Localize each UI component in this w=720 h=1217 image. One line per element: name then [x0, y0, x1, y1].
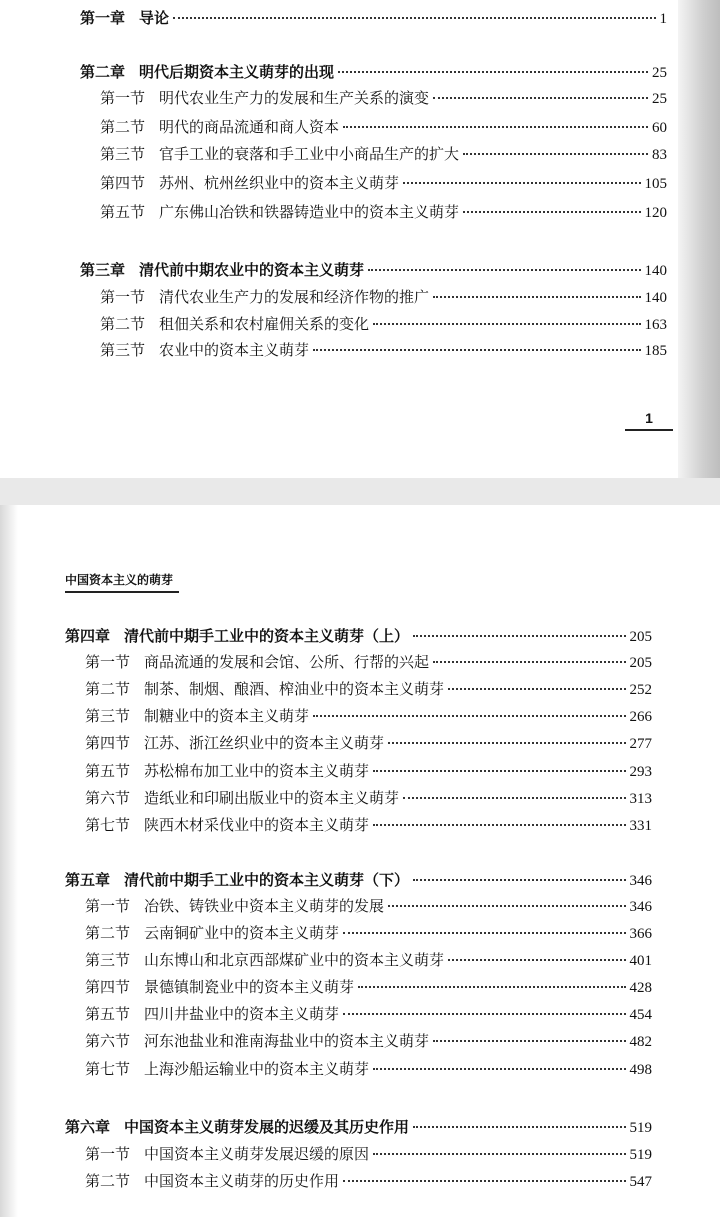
entry-title: 明代农业生产力的发展和生产关系的演变: [159, 89, 430, 107]
dot-leader: [413, 635, 625, 637]
entry-page-number: 331: [629, 818, 652, 834]
toc-chapter-entry: [65, 1117, 652, 1138]
entry-label: 第四章: [65, 627, 111, 645]
dot-leader: [433, 661, 625, 663]
dot-leader: [373, 824, 625, 826]
entry-page-number: 482: [629, 1034, 652, 1050]
entry-page-number: 401: [629, 953, 652, 969]
dot-leader: [173, 17, 655, 19]
toc-section-entry: [85, 896, 652, 917]
dot-leader: [413, 879, 625, 881]
entry-title: 制糖业中的资本主义萌芽: [144, 707, 310, 725]
toc-section-entry: [100, 202, 667, 223]
entry-title: 清代前中期手工业中的资本主义萌芽（上）: [124, 627, 410, 645]
toc-section-entry: [100, 314, 667, 335]
entry-title: 山东博山和北京西部煤矿业中的资本主义萌芽: [144, 951, 445, 969]
toc-section-entry: [85, 1059, 652, 1080]
entry-label: 第五章: [65, 871, 111, 889]
dot-leader: [343, 1013, 625, 1015]
entry-page-number: 185: [644, 343, 667, 359]
entry-label: 第三节: [100, 341, 146, 359]
entry-title: 广东佛山冶铁和铁器铸造业中的资本主义萌芽: [159, 203, 460, 221]
toc-page-2: [0, 505, 720, 1217]
toc-section-entry: [85, 950, 652, 971]
entry-page-number: 205: [629, 629, 652, 645]
toc-section-entry: [85, 1031, 652, 1052]
entry-title: 河东池盐业和淮南海盐业中的资本主义萌芽: [144, 1032, 430, 1050]
entry-label: 第二节: [100, 315, 146, 333]
entry-title: 景德镇制瓷业中的资本主义萌芽: [144, 978, 355, 996]
dot-leader: [343, 126, 648, 128]
entry-page-number: 313: [629, 791, 652, 807]
dot-leader: [343, 1180, 625, 1182]
entry-page-number: 25: [652, 65, 667, 81]
dot-leader: [448, 688, 625, 690]
toc-chapter-entry: [80, 260, 667, 281]
toc-section-entry: [85, 761, 652, 782]
dot-leader: [433, 97, 648, 99]
entry-page-number: 547: [629, 1174, 652, 1190]
entry-title: 明代的商品流通和商人资本: [159, 118, 340, 136]
entry-page-number: 428: [629, 980, 652, 996]
toc-section-entry: [85, 977, 652, 998]
dot-leader: [388, 905, 625, 907]
toc-chapter-entry: [80, 62, 667, 83]
entry-label: 第三节: [85, 951, 131, 969]
toc-chapter-entry: [80, 8, 667, 29]
page-number: 1: [625, 410, 673, 431]
entry-page-number: 140: [644, 290, 667, 306]
toc-section-entry: [85, 679, 652, 700]
entry-label: 第二节: [85, 1172, 131, 1190]
dot-leader: [403, 182, 640, 184]
entry-label: 第四节: [85, 734, 131, 752]
entry-title: 导论: [139, 9, 170, 27]
toc-section-entry: [100, 340, 667, 361]
entry-title: 官手工业的衰落和手工业中小商品生产的扩大: [159, 145, 460, 163]
dot-leader: [343, 932, 625, 934]
entry-label: 第三章: [80, 261, 126, 279]
dot-leader: [338, 71, 648, 73]
entry-label: 第五节: [85, 762, 131, 780]
toc-section-entry: [85, 706, 652, 727]
dot-leader: [463, 211, 640, 213]
dot-leader: [373, 1068, 625, 1070]
entry-page-number: 120: [644, 205, 667, 221]
entry-page-number: 105: [644, 176, 667, 192]
toc-section-entry: [85, 1171, 652, 1192]
entry-label: 第四节: [85, 978, 131, 996]
toc-section-entry: [85, 1004, 652, 1025]
entry-page-number: 60: [652, 120, 667, 136]
running-head: 中国资本主义的萌芽: [65, 571, 179, 593]
entry-page-number: 25: [652, 91, 667, 107]
entry-title: 清代农业生产力的发展和经济作物的推广: [159, 288, 430, 306]
entry-title: 中国资本主义萌芽的历史作用: [144, 1172, 340, 1190]
entry-label: 第一节: [85, 897, 131, 915]
entry-label: 第四节: [100, 174, 146, 192]
entry-page-number: 252: [629, 682, 652, 698]
toc-section-entry: [100, 287, 667, 308]
toc-section-entry: [85, 788, 652, 809]
entry-label: 第六章: [65, 1118, 111, 1136]
entry-label: 第二节: [85, 924, 131, 942]
dot-leader: [373, 1153, 625, 1155]
entry-label: 第一节: [85, 1145, 131, 1163]
page-edge-shadow: [0, 505, 18, 1217]
dot-leader: [463, 153, 648, 155]
toc-section-entry: [85, 1144, 652, 1165]
dot-leader: [413, 1126, 625, 1128]
entry-page-number: 366: [629, 926, 652, 942]
entry-label: 第一节: [85, 653, 131, 671]
entry-title: 苏松棉布加工业中的资本主义萌芽: [144, 762, 370, 780]
dot-leader: [388, 742, 625, 744]
page-edge-shadow: [678, 0, 720, 478]
entry-label: 第三节: [85, 707, 131, 725]
entry-title: 云南铜矿业中的资本主义萌芽: [144, 924, 340, 942]
entry-label: 第一章: [80, 9, 126, 27]
entry-page-number: 293: [629, 764, 652, 780]
entry-label: 第一节: [100, 288, 146, 306]
entry-page-number: 266: [629, 709, 652, 725]
entry-title: 苏州、杭州丝织业中的资本主义萌芽: [159, 174, 400, 192]
entry-label: 第二章: [80, 63, 126, 81]
entry-label: 第七节: [85, 816, 131, 834]
dot-leader: [358, 986, 625, 988]
entry-page-number: 346: [629, 873, 652, 889]
entry-page-number: 454: [629, 1007, 652, 1023]
toc-section-entry: [85, 652, 652, 673]
entry-label: 第七节: [85, 1060, 131, 1078]
entry-title: 农业中的资本主义萌芽: [159, 341, 310, 359]
dot-leader: [433, 1040, 625, 1042]
entry-page-number: 205: [629, 655, 652, 671]
entry-page-number: 346: [629, 899, 652, 915]
dot-leader: [373, 770, 625, 772]
entry-page-number: 1: [659, 11, 667, 27]
entry-title: 上海沙船运输业中的资本主义萌芽: [144, 1060, 370, 1078]
dot-leader: [313, 349, 640, 351]
entry-page-number: 519: [629, 1120, 652, 1136]
entry-title: 清代前中期农业中的资本主义萌芽: [139, 261, 365, 279]
toc-section-entry: [100, 173, 667, 194]
toc-section-entry: [100, 88, 667, 109]
dot-leader: [448, 959, 625, 961]
entry-title: 制茶、制烟、酿酒、榨油业中的资本主义萌芽: [144, 680, 445, 698]
entry-label: 第二节: [85, 680, 131, 698]
toc-section-entry: [100, 117, 667, 138]
entry-title: 租佃关系和农村雇佣关系的变化: [159, 315, 370, 333]
toc-section-entry: [100, 144, 667, 165]
entry-title: 陕西木材采伐业中的资本主义萌芽: [144, 816, 370, 834]
entry-page-number: 277: [629, 736, 652, 752]
entry-title: 中国资本主义萌芽发展的迟缓及其历史作用: [124, 1118, 410, 1136]
entry-label: 第三节: [100, 145, 146, 163]
entry-page-number: 519: [629, 1147, 652, 1163]
entry-title: 四川井盐业中的资本主义萌芽: [144, 1005, 340, 1023]
entry-label: 第六节: [85, 789, 131, 807]
toc-chapter-entry: [65, 870, 652, 891]
dot-leader: [373, 323, 640, 325]
dot-leader: [433, 296, 640, 298]
entry-label: 第五节: [85, 1005, 131, 1023]
entry-title: 清代前中期手工业中的资本主义萌芽（下）: [124, 871, 410, 889]
dot-leader: [403, 797, 625, 799]
toc-section-entry: [85, 815, 652, 836]
toc-chapter-entry: [65, 626, 652, 647]
entry-title: 明代后期资本主义萌芽的出现: [139, 63, 335, 81]
entry-page-number: 498: [629, 1062, 652, 1078]
entry-title: 江苏、浙江丝织业中的资本主义萌芽: [144, 734, 385, 752]
entry-page-number: 140: [644, 263, 667, 279]
entry-title: 造纸业和印刷出版业中的资本主义萌芽: [144, 789, 400, 807]
toc-section-entry: [85, 733, 652, 754]
entry-title: 中国资本主义萌芽发展迟缓的原因: [144, 1145, 370, 1163]
dot-leader: [313, 715, 625, 717]
entry-page-number: 163: [644, 317, 667, 333]
toc-page-1: [0, 0, 720, 478]
entry-title: 冶铁、铸铁业中资本主义萌芽的发展: [144, 897, 385, 915]
entry-label: 第五节: [100, 203, 146, 221]
toc-section-entry: [85, 923, 652, 944]
dot-leader: [368, 269, 640, 271]
entry-label: 第一节: [100, 89, 146, 107]
entry-label: 第六节: [85, 1032, 131, 1050]
entry-title: 商品流通的发展和会馆、公所、行帮的兴起: [144, 653, 430, 671]
entry-page-number: 83: [652, 147, 667, 163]
entry-label: 第二节: [100, 118, 146, 136]
